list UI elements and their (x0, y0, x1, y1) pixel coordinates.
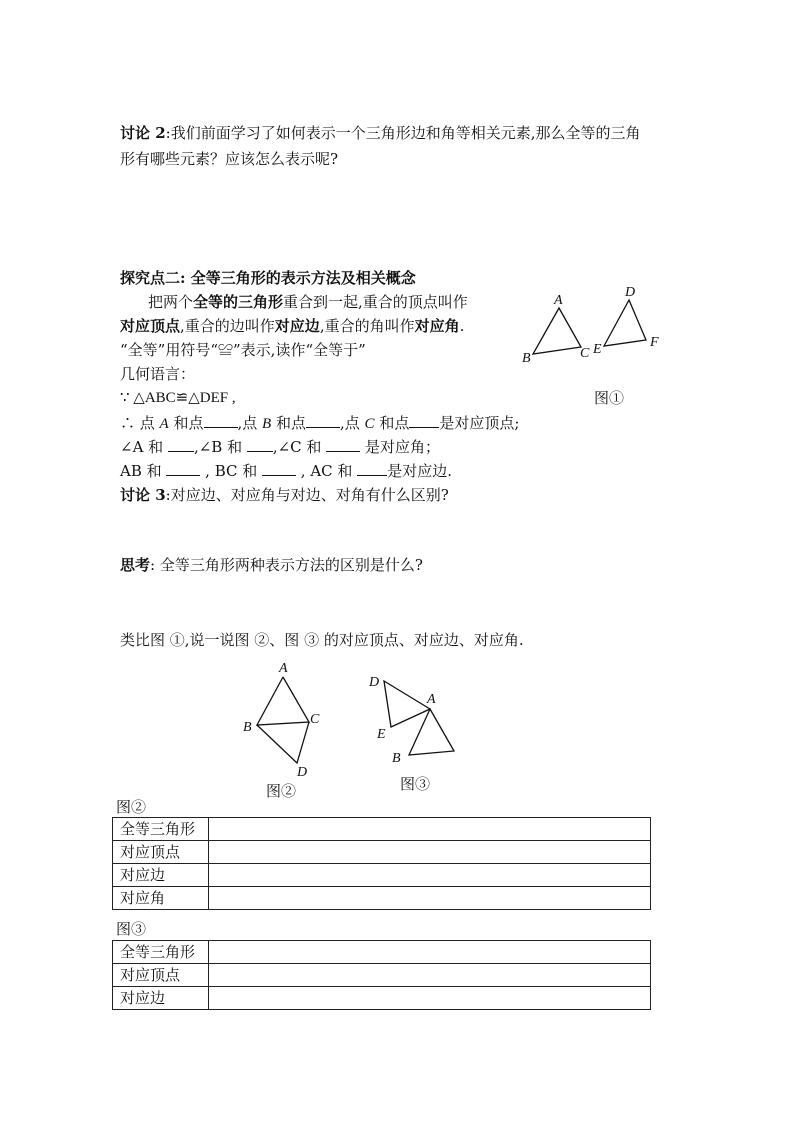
section-2-paragraph-2 (120, 314, 464, 338)
row-label: 对应边 (113, 987, 209, 1010)
row-label: 全等三角形 (113, 818, 209, 841)
and-point-text: 和点 (168, 414, 204, 432)
sides-conclusion: 是对应边. (387, 462, 452, 480)
table-row (113, 987, 651, 1010)
think-text: : 全等三角形两种表示方法的区别是什么? (150, 556, 423, 574)
discussion-3-text: :对应边、对应角与对边、对角有什么区别? (165, 486, 449, 504)
p2-text-f: . (459, 317, 465, 335)
given-statement: ∵ △ABC≌△DEF , (120, 390, 236, 406)
triangle-ade-fig3 (384, 681, 430, 727)
fig1-label-b: B (522, 351, 531, 366)
table-row (113, 964, 651, 987)
p1-text-a: 把两个 (148, 293, 194, 311)
table-row (113, 818, 651, 841)
answer-cell[interactable] (209, 887, 651, 910)
and-point-text: 和点 (271, 414, 306, 432)
think-prompt (120, 553, 423, 577)
corresponding-angles-line (120, 435, 440, 459)
side-ac-text: , AC 和 (296, 462, 358, 480)
discussion-2-label: 讨论 2 (120, 124, 166, 142)
congruence-symbol-note: “全等”用符号“≌”表示,读作“全等于” (120, 341, 366, 359)
point-text: ,点 (340, 414, 365, 432)
triangle-abc-fig2 (257, 677, 309, 725)
triangle-bdc-fig2 (257, 722, 309, 763)
figure-3-diagram (362, 668, 472, 772)
table-row (113, 864, 651, 887)
term-corresponding-angle: 对应角 (414, 317, 460, 335)
answer-cell[interactable] (209, 987, 651, 1010)
triangle-def (604, 300, 646, 346)
figure-2-diagram (238, 655, 338, 783)
geometry-language-label: 几何语言： (120, 365, 196, 383)
fig2-label-d: D (297, 765, 308, 780)
answer-cell[interactable] (209, 841, 651, 864)
side-ab-text: AB 和 (120, 462, 167, 480)
figure-2-caption: 图② (266, 782, 297, 800)
table-figure-3 (112, 940, 651, 1010)
table-row (113, 887, 651, 910)
blank-angle-c[interactable] (326, 437, 360, 452)
answer-cell[interactable] (209, 864, 651, 887)
term-corresponding-side: 对应边 (274, 317, 320, 335)
table-figure-2 (112, 817, 651, 910)
point-text: ,点 (237, 414, 263, 432)
angle-b-text: ,∠B 和 (193, 438, 247, 456)
blank-angle-a[interactable] (168, 437, 194, 452)
table-3-title: 图③ (116, 920, 147, 938)
p2-text-d: ,重合的角叫作 (319, 317, 415, 335)
fig1-label-c: C (580, 346, 590, 361)
therefore-text: ∴ 点 (120, 414, 160, 432)
row-label: 对应顶点 (113, 964, 209, 987)
blank-vertex-a[interactable] (204, 413, 238, 428)
answer-cell[interactable] (209, 818, 651, 841)
row-label: 对应角 (113, 887, 209, 910)
angles-conclusion: 是对应角； (360, 438, 440, 456)
p1-text-c: 重合到一起,重合的顶点叫作 (283, 293, 468, 311)
fig3-label-e: E (377, 727, 386, 742)
discussion-2-text-1: :我们前面学习了如何表示一个三角形边和角等相关元素,那么全等的三角 (165, 124, 641, 142)
discussion-2-line-2: 形有哪些元素？应该怎么表示呢? (120, 150, 339, 168)
angle-a-text: ∠A 和 (120, 438, 168, 456)
and-point-text: 和点 (374, 414, 410, 432)
fig2-label-c: C (310, 712, 320, 727)
answer-cell[interactable] (209, 941, 651, 964)
var-a: A (159, 416, 169, 432)
var-c: C (364, 416, 375, 432)
discussion-3-label: 讨论 3 (120, 486, 166, 504)
fig1-label-e: E (593, 342, 602, 357)
row-label: 对应顶点 (113, 841, 209, 864)
fig3-label-d: D (369, 675, 380, 690)
fig1-label-d: D (625, 285, 636, 300)
fig2-label-a: A (279, 661, 288, 676)
var-b: B (262, 416, 272, 432)
table-2-title: 图② (116, 798, 147, 816)
figure-1-caption: 图① (594, 389, 625, 407)
corresponding-sides-line (120, 459, 452, 483)
answer-cell[interactable] (209, 964, 651, 987)
vertices-conclusion: 是对应顶点; (439, 414, 520, 432)
blank-vertex-b[interactable] (306, 413, 340, 428)
blank-side-ab[interactable] (166, 461, 200, 476)
triangle-abc (533, 308, 581, 354)
angle-c-text: ,∠C 和 (272, 438, 327, 456)
fig2-label-b: B (243, 720, 252, 735)
side-bc-text: , BC 和 (200, 462, 263, 480)
p1-bold-congruent-triangles: 全等的三角形 (193, 293, 284, 311)
corresponding-vertices-line (120, 411, 519, 436)
row-label: 对应边 (113, 864, 209, 887)
row-label: 全等三角形 (113, 941, 209, 964)
section-2-paragraph-1 (148, 290, 468, 314)
blank-side-ac[interactable] (357, 461, 387, 476)
table-row (113, 841, 651, 864)
blank-side-bc[interactable] (262, 461, 296, 476)
discussion-3 (120, 483, 449, 507)
figure-1-diagram (516, 282, 666, 372)
section-2-heading: 探究点二: 全等三角形的表示方法及相关概念 (120, 269, 416, 287)
discussion-2-line-1 (120, 121, 641, 145)
figure-3-caption: 图③ (400, 775, 431, 793)
p2-text-b: ,重合的边叫作 (180, 317, 275, 335)
fig1-label-a: A (554, 293, 563, 308)
fig1-label-f: F (650, 335, 659, 350)
fig3-label-a: A (427, 692, 436, 707)
think-label: 思考 (120, 556, 151, 574)
blank-angle-b[interactable] (247, 437, 273, 452)
term-corresponding-vertex: 对应顶点 (120, 317, 181, 335)
analogy-prompt: 类比图 ①,说一说图 ②、图 ③ 的对应顶点、对应边、对应角. (120, 631, 524, 649)
fig3-label-b: B (392, 751, 401, 766)
table-row (113, 941, 651, 964)
blank-vertex-c[interactable] (409, 413, 439, 428)
